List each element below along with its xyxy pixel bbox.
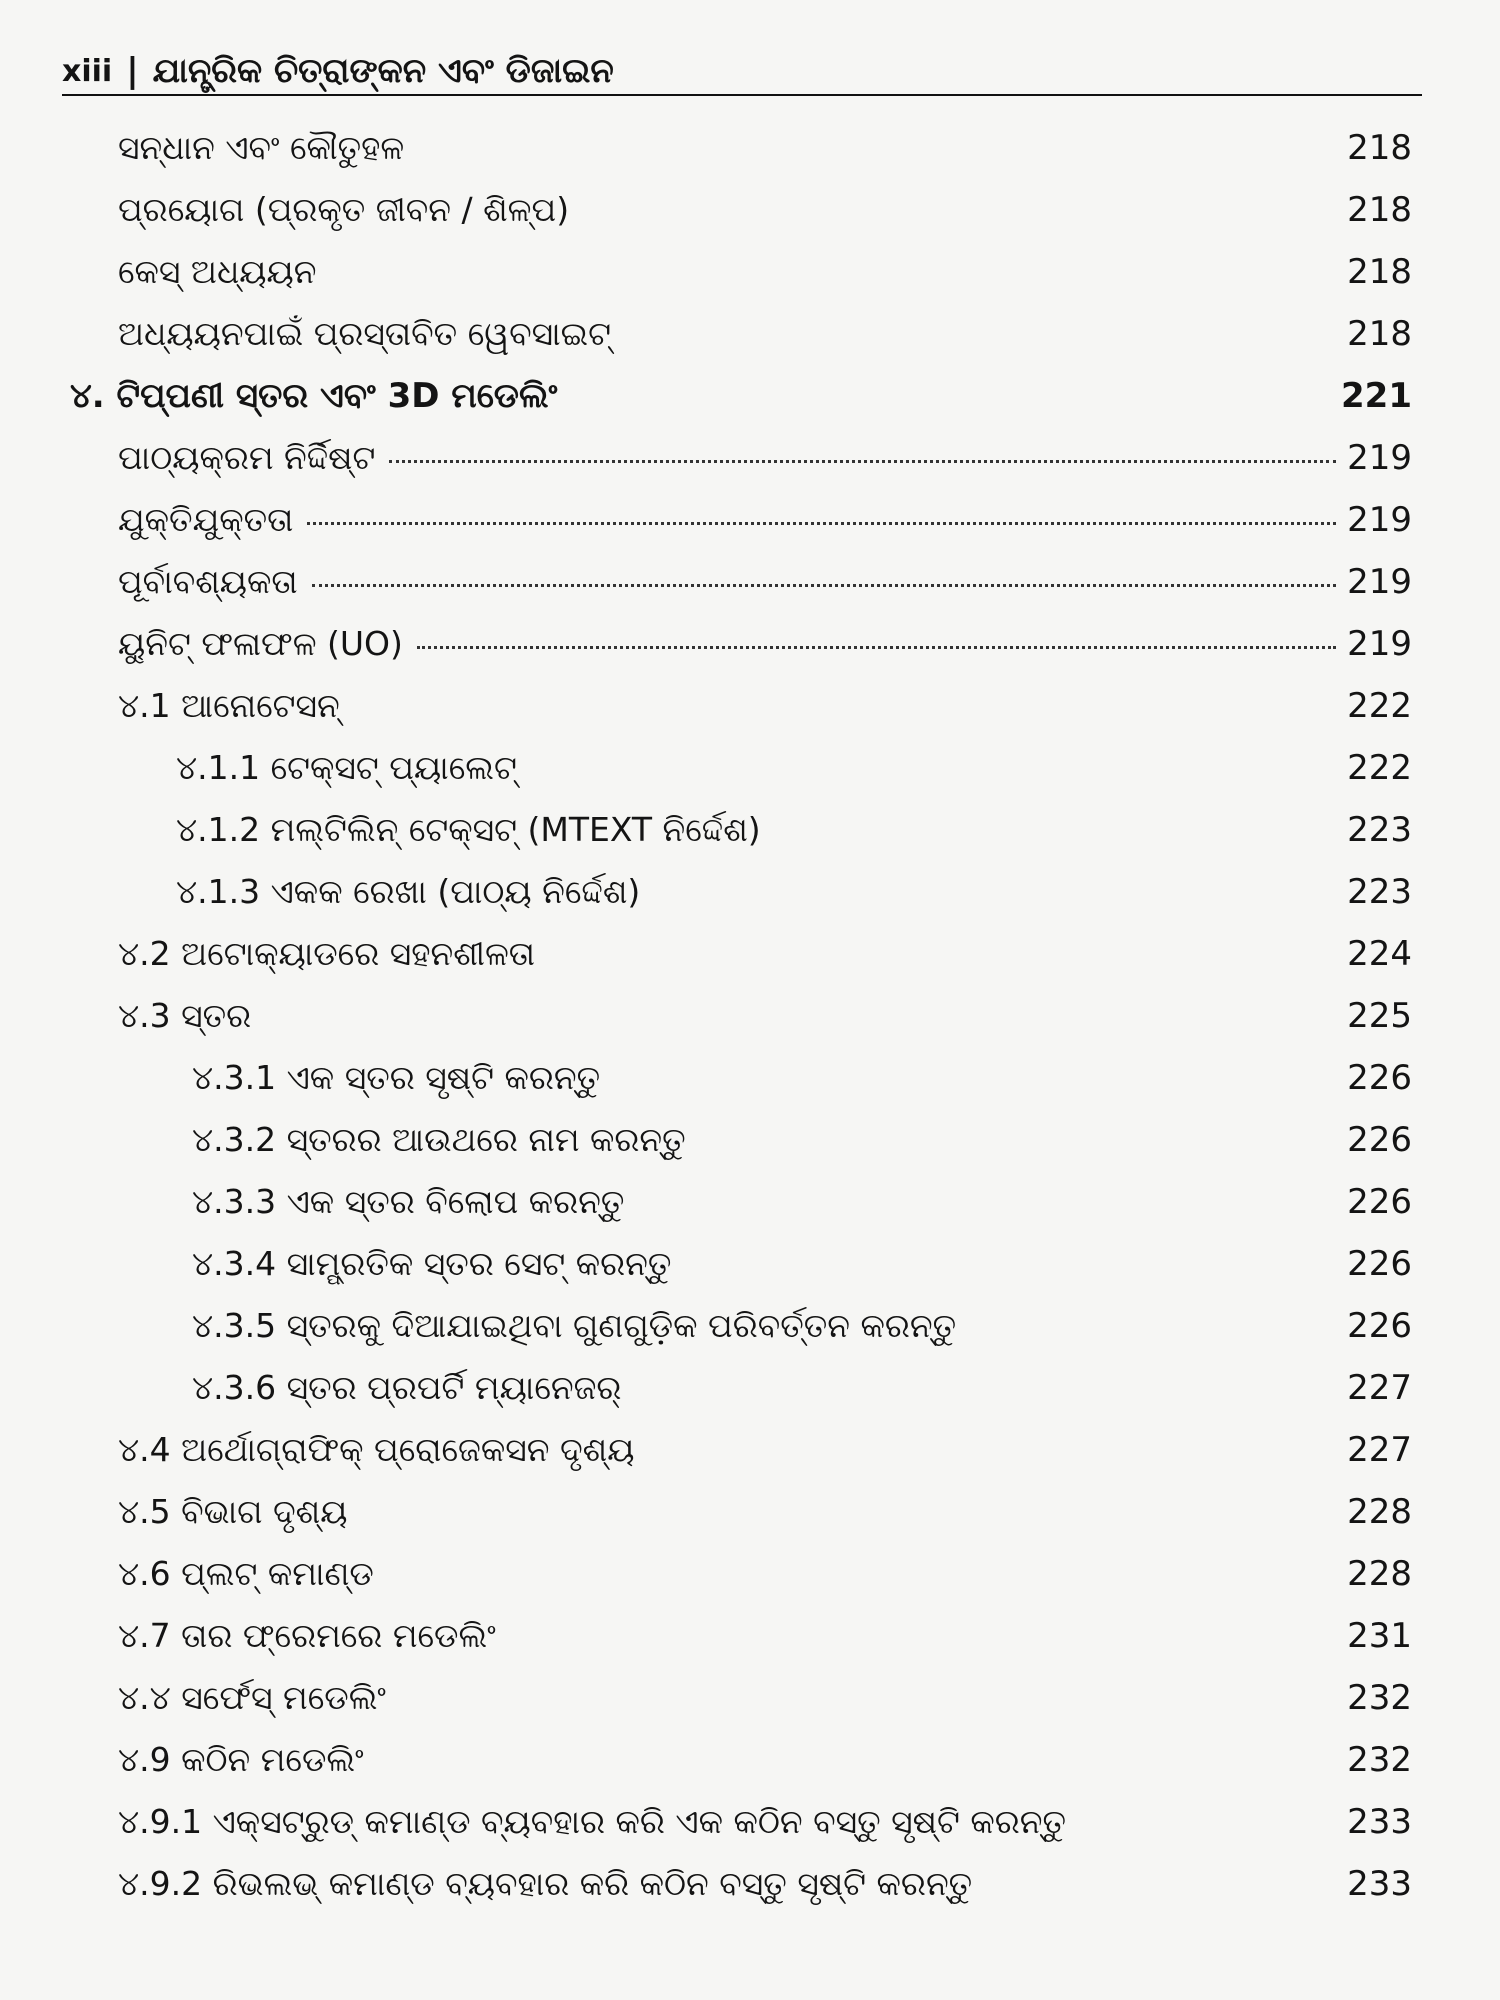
toc-entry (176, 872, 1412, 912)
toc-entry-page: 233 (1347, 1802, 1412, 1842)
toc-entry (118, 1492, 1412, 1532)
toc-entry-label: ୪.3.5 ସ୍ତରକୁ ଦିଆଯାଇଥିବା ଗୁଣଗୁଡ଼ିକ ପରିବର୍ତ୍ତନ କରନ୍ତୁ (192, 1306, 957, 1345)
toc-entry-page: 232 (1347, 1740, 1412, 1780)
toc-entry-label: ସନ୍ଧାନ ଏବଂ କୌତୁହଳ (118, 128, 405, 167)
toc-entry-label: ୪.6 ପ୍ଲଟ୍ କମାଣ୍ଡ (118, 1554, 374, 1593)
toc-entry-label: ୪.1.2 ମଲ୍ଟିଲିନ୍ ଟେକ୍ସଟ୍ (MTEXT ନିର୍ଦ୍ଦେଶ) (176, 810, 761, 849)
toc-entry (192, 1244, 1412, 1284)
toc-entry-label: ପାଠ୍ୟକ୍ରମ ନିର୍ଦ୍ଦିଷ୍ଟ (118, 438, 376, 477)
toc-entry-page: 222 (1347, 686, 1412, 726)
toc-entry (192, 1306, 1412, 1346)
toc-entry-label: ୪.୪ ସର୍ଫେସ୍ ମଡେଲିଂ (118, 1678, 386, 1717)
toc-entry-page: 226 (1347, 1306, 1412, 1346)
toc-entry-page: 219 (1347, 438, 1412, 478)
toc-entry-page: 218 (1347, 252, 1412, 292)
dot-leader (389, 460, 1336, 463)
toc-entry-page: 227 (1347, 1368, 1412, 1408)
toc-entry (118, 1678, 1412, 1718)
toc-chapter-heading (70, 376, 1412, 416)
toc-entry-page: 226 (1347, 1120, 1412, 1160)
toc-entry-page: 219 (1347, 562, 1412, 602)
toc-entry-page: 226 (1347, 1182, 1412, 1222)
toc-entry-label: ପ୍ରୟୋଗ (ପ୍ରକୃତ ଜୀବନ / ଶିଳ୍ପ) (118, 190, 570, 229)
toc-entry (176, 810, 1412, 850)
header-book-title: ଯାନ୍ତ୍ରିକ ଚିତ୍ରାଙ୍କନ ଏବଂ ଡିଜାଇନ (152, 51, 614, 91)
toc-entry (118, 1430, 1412, 1470)
toc-entry-page: 218 (1347, 190, 1412, 230)
toc-entry (118, 190, 1412, 230)
dot-leader (417, 646, 1336, 649)
toc-entry-label: ୪.9 କଠିନ ମଡେଲିଂ (118, 1740, 364, 1779)
dot-leader (307, 522, 1336, 525)
toc-entry-page: 228 (1347, 1492, 1412, 1532)
toc-entry-page: 226 (1347, 1244, 1412, 1284)
toc-entry-label: ୪.9.1 ଏକ୍ସଟ୍ରୁଡ୍ କମାଣ୍ଡ ବ୍ୟବହାର କରି ଏକ କଠିନ ବସ୍ତୁ ସୃଷ୍ଟି କରନ୍ତୁ (118, 1802, 1067, 1841)
toc-entry (118, 686, 1412, 726)
header-separator: | (126, 51, 139, 91)
toc-entry (118, 562, 1412, 602)
toc-entry-page: 218 (1347, 128, 1412, 168)
toc-entry-label: ଅଧ୍ୟୟନପାଇଁ ପ୍ରସ୍ତାବିତ ୱେବସାଇଟ୍ (118, 314, 612, 353)
toc-entry-label: ୪.4 ଅର୍ଥୋଗ୍ରାଫିକ୍ ପ୍ରୋଜେକସନ ଦୃଶ୍ୟ (118, 1430, 635, 1469)
toc-entry-page: 226 (1347, 1058, 1412, 1098)
toc-entry-page: 222 (1347, 748, 1412, 788)
toc-entry (118, 1864, 1412, 1904)
toc-entry-page: 219 (1347, 500, 1412, 540)
toc-entry-label: କେସ୍ ଅଧ୍ୟୟନ (118, 252, 317, 291)
toc-entry-page: 228 (1347, 1554, 1412, 1594)
toc-entry (118, 314, 1412, 354)
toc-entry-page: 219 (1347, 624, 1412, 664)
toc-entry-label: ୪.2 ଅଟୋକ୍ୟାଡରେ ସହନଶୀଳତା (118, 934, 536, 973)
toc-entry-page: 223 (1347, 810, 1412, 850)
toc-entry-label: ୪.3.1 ଏକ ସ୍ତର ସୃଷ୍ଟି କରନ୍ତୁ (192, 1058, 601, 1097)
toc-entry-label: ୟୁନିଟ୍ ଫଳାଫଳ (UO) (118, 624, 403, 663)
toc-entry (118, 1616, 1412, 1656)
toc-entry-label: ୪.3.2 ସ୍ତରର ଆଉଥରେ ନାମ କରନ୍ତୁ (192, 1120, 686, 1159)
toc-entry (192, 1368, 1412, 1408)
toc-entry (118, 624, 1412, 664)
toc-entry-label: ୪. ଟିପ୍ପଣୀ ସ୍ତର ଏବଂ 3D ମଡେଲିଂ (70, 376, 558, 416)
toc-entry-label: ଯୁକ୍ତିଯୁକ୍ତତା (118, 500, 294, 539)
toc-entry-label: ୪.3 ସ୍ତର (118, 996, 252, 1035)
header-page-number: xiii (62, 53, 113, 89)
toc-entry-page: 224 (1347, 934, 1412, 974)
toc-entry-label: ୪.9.2 ରିଭଲଭ୍ କମାଣ୍ଡ ବ୍ୟବହାର କରି କଠିନ ବସ୍ତୁ ସୃଷ୍ଟି କରନ୍ତୁ (118, 1864, 973, 1903)
toc-entry (118, 1740, 1412, 1780)
toc-entry-page: 218 (1347, 314, 1412, 354)
toc-entry (118, 934, 1412, 974)
toc-entry-label: ୪.1 ଆନୋଟେସନ୍ (118, 686, 340, 725)
toc-entry-page: 231 (1347, 1616, 1412, 1656)
toc-entry (118, 996, 1412, 1036)
toc-entry-page: 223 (1347, 872, 1412, 912)
toc-entry-page: 232 (1347, 1678, 1412, 1718)
dot-leader (312, 584, 1336, 587)
toc-entry-label: ୪.7 ତାର ଫ୍ରେମରେ ମଡେଲିଂ (118, 1616, 496, 1655)
toc-entry-label: ୪.1.3 ଏକକ ରେଖା (ପାଠ୍ୟ ନିର୍ଦ୍ଦେଶ) (176, 872, 641, 911)
header-rule (62, 94, 1422, 96)
toc-entry-label: ୪.3.3 ଏକ ସ୍ତର ବିଲୋପ କରନ୍ତୁ (192, 1182, 625, 1221)
toc-entry-page: 221 (1341, 376, 1412, 416)
toc-entry (192, 1120, 1412, 1160)
toc-entry (176, 748, 1412, 788)
toc-entry-label: ପୂର୍ବାବଶ୍ୟକତା (118, 562, 298, 601)
toc-entry (118, 128, 1412, 168)
toc-entry-page: 225 (1347, 996, 1412, 1036)
toc-entry (192, 1182, 1412, 1222)
toc-entry-label: ୪.3.6 ସ୍ତର ପ୍ରପର୍ଟି ମ୍ୟାନେଜର୍ (192, 1368, 622, 1407)
toc-entry (118, 1554, 1412, 1594)
toc-entry-label: ୪.1.1 ଟେକ୍ସଟ୍ ପ୍ୟାଲେଟ୍ (176, 748, 517, 787)
toc-entry-label: ୪.3.4 ସାମ୍ପ୍ରତିକ ସ୍ତର ସେଟ୍ କରନ୍ତୁ (192, 1244, 672, 1283)
toc-entry-label: ୪.5 ବିଭାଗ ଦୃଶ୍ୟ (118, 1492, 348, 1531)
toc-entry-page: 227 (1347, 1430, 1412, 1470)
toc-entry-page: 233 (1347, 1864, 1412, 1904)
running-header (62, 46, 1422, 96)
toc-entry (118, 252, 1412, 292)
toc-entry (192, 1058, 1412, 1098)
toc-entry (118, 500, 1412, 540)
toc-entry (118, 438, 1412, 478)
toc-entry (118, 1802, 1412, 1842)
